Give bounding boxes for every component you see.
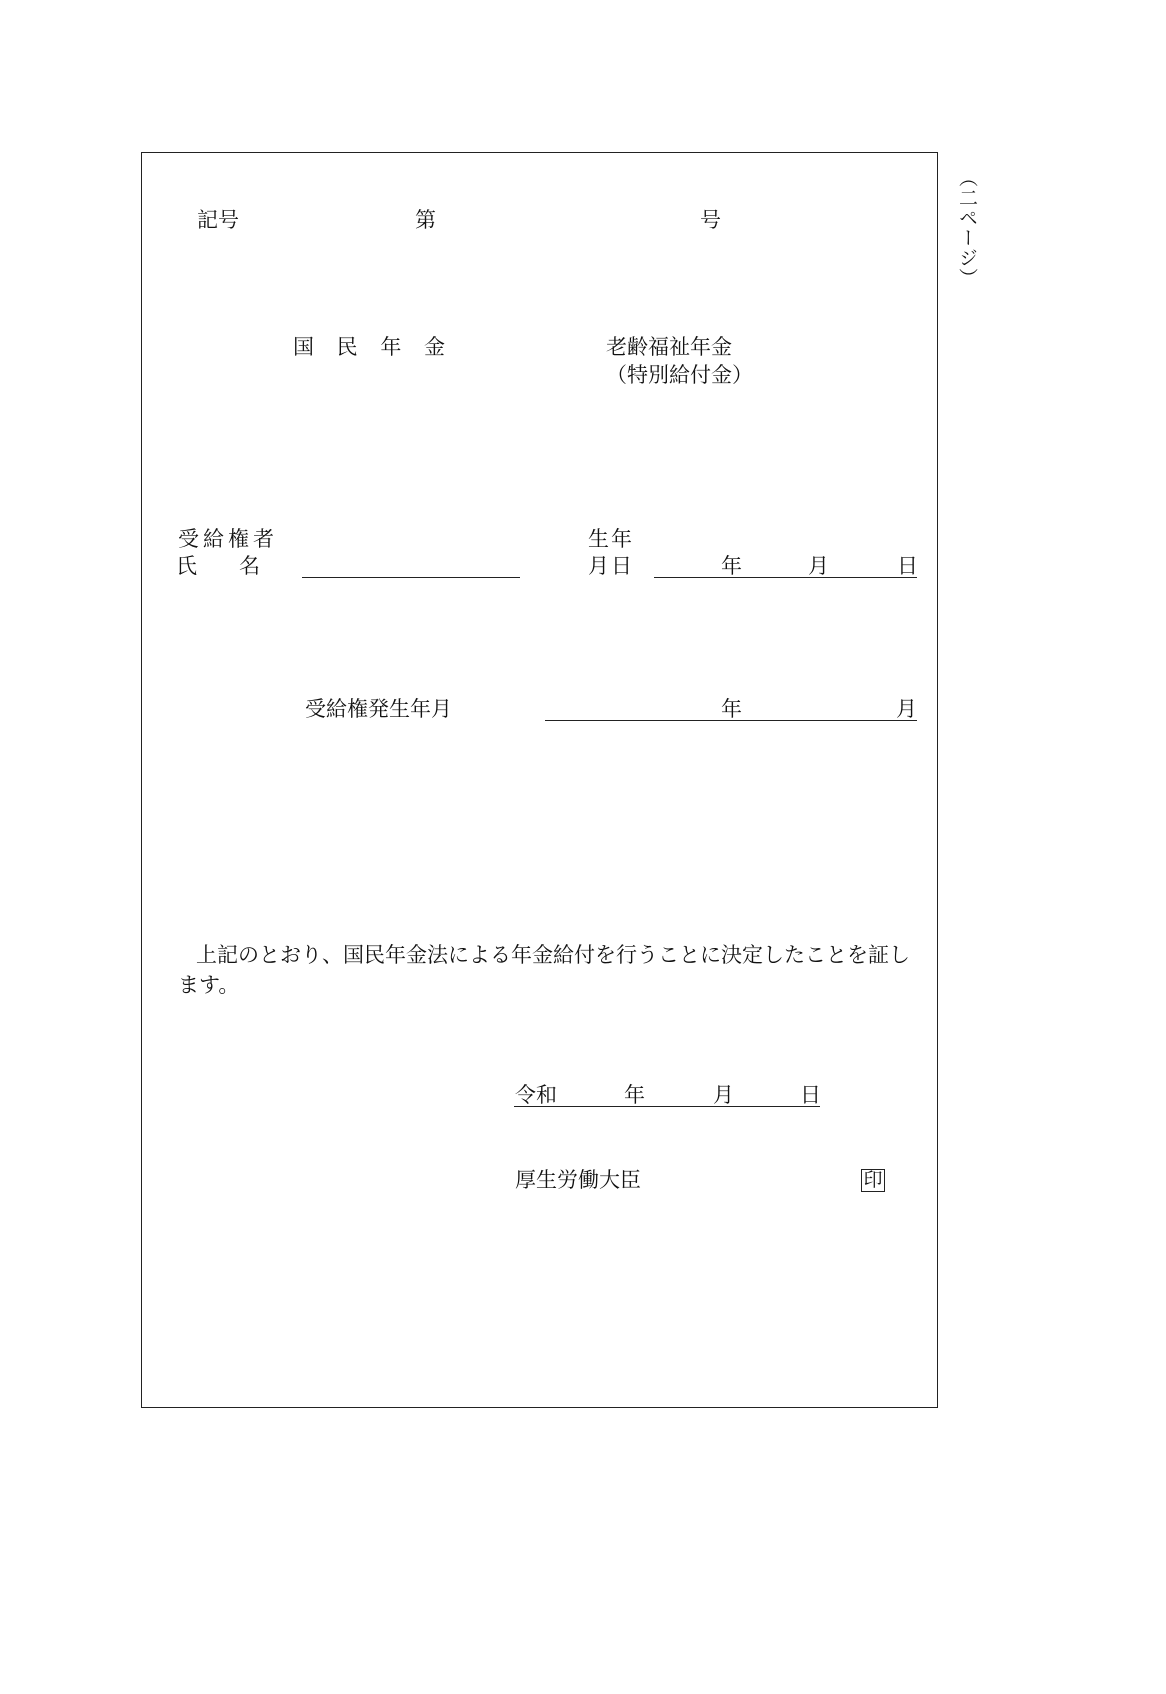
occurrence-label: 受給権発生年月 — [305, 697, 452, 721]
seal-mark: 印 — [861, 1169, 885, 1192]
certification-statement: 上記のとおり、国民年金法による年金給付を行うことに決定したことを証します。 — [178, 943, 910, 997]
page-indicator: （二ページ） — [956, 168, 978, 288]
issuer-title: 厚生労働大臣 — [515, 1168, 641, 1192]
certificate-frame — [141, 152, 938, 1408]
name-label: 氏 名 — [176, 554, 260, 578]
occurrence-month-label: 月 — [896, 697, 917, 721]
occurrence-underline — [545, 720, 917, 721]
birth-label-line2: 月日 — [588, 554, 634, 578]
birth-label-line1: 生年 — [588, 527, 634, 551]
birth-year-label: 年 — [721, 554, 742, 578]
pension-type: 国 民 年 金 — [293, 335, 454, 359]
dai-label: 第 — [415, 208, 436, 232]
date-month-label: 月 — [713, 1083, 734, 1107]
gou-label: 号 — [700, 208, 721, 232]
name-underline — [302, 577, 520, 578]
date-day-label: 日 — [800, 1083, 821, 1107]
era-label: 令和 — [515, 1083, 557, 1107]
benefit-name: 老齢福祉年金 — [606, 335, 732, 359]
date-underline — [514, 1106, 820, 1107]
date-year-label: 年 — [624, 1083, 645, 1107]
birth-day-label: 日 — [897, 554, 918, 578]
occurrence-year-label: 年 — [721, 697, 742, 721]
recipient-label: 受給権者 — [178, 527, 278, 551]
birth-month-label: 月 — [808, 554, 829, 578]
birthdate-underline — [654, 577, 917, 578]
benefit-subname: （特別給付金） — [606, 363, 753, 387]
kigou-label: 記号 — [197, 208, 239, 232]
